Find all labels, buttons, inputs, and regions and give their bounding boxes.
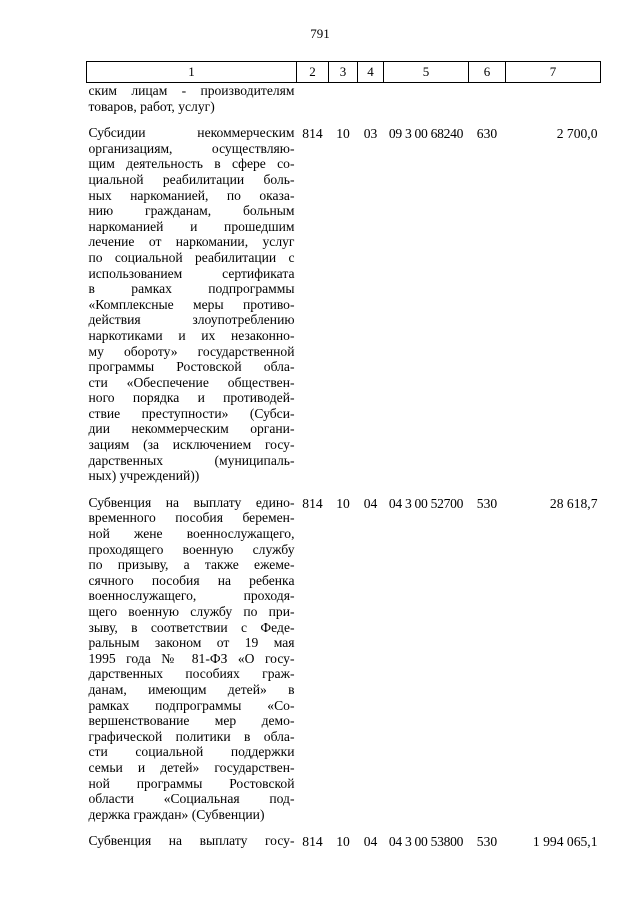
description-line: по призыву, а также ежеме-	[88, 557, 295, 573]
page-number: 791	[310, 26, 330, 41]
subsection-code: 04	[363, 834, 378, 850]
description-line: проходящего военную службу	[88, 541, 295, 557]
description-line: ного порядка и противодей-	[88, 390, 295, 406]
description-line: ной жене военнослужащего,	[88, 526, 295, 542]
description-line: наркотиками и их незаконно-	[88, 327, 295, 343]
description-line: сти социальной поддержки	[88, 744, 295, 760]
description-line: товаров, работ, услуг)	[88, 98, 215, 114]
table-row	[87, 495, 601, 822]
description-line: дарственных (муниципаль-	[88, 452, 295, 468]
description-line: щим деятельность в сфере со-	[88, 156, 295, 172]
expense-type-code: 530	[476, 834, 498, 850]
expense-type-code: 630	[476, 126, 498, 142]
column-header: 5	[384, 62, 469, 83]
column-header: 1	[87, 62, 297, 83]
description-line: рамках подпрограммы «Со-	[88, 697, 295, 713]
description-line: сячного пособия на ребенка	[88, 572, 295, 588]
amount-value	[506, 83, 601, 115]
expense-type-code: 530	[476, 495, 498, 511]
section-code: 10	[336, 495, 350, 511]
target-article-code	[384, 83, 469, 115]
description-line: дарственных пособиях граж-	[88, 666, 295, 682]
row-spacer	[87, 822, 601, 833]
admin-code	[297, 83, 329, 115]
description-line: в рамках подпрограммы	[88, 281, 295, 297]
expense-type-code	[469, 83, 506, 115]
table-header-row	[87, 62, 601, 83]
row-spacer-cell	[87, 822, 601, 833]
description-line: циальной реабилитации боль-	[88, 171, 295, 187]
description-line: Субвенция на выплату госу-	[88, 833, 295, 849]
description-line: щего военную службу по при-	[88, 604, 295, 619]
description-line: ных наркоманией, по оказа-	[88, 187, 295, 203]
row-description	[87, 83, 297, 115]
column-header: 3	[329, 62, 358, 83]
section-code: 10	[336, 834, 350, 850]
subsection-code	[358, 83, 384, 115]
row-spacer-cell	[87, 114, 601, 125]
description-line: организациям, осуществляю-	[88, 140, 295, 156]
description-line: военнослужащего, проходя-	[88, 588, 295, 604]
row-spacer	[87, 484, 601, 495]
description-line: Субвенция на выплату едино-	[88, 494, 295, 510]
amount-value: 28 618,7	[549, 495, 598, 511]
amount-value: 1 994 065,1	[532, 834, 598, 850]
row-spacer-cell	[87, 484, 601, 495]
description-line: графической политики в обла-	[88, 728, 295, 744]
description-line: дии некоммерческим органи-	[88, 421, 295, 437]
admin-code: 814	[302, 495, 323, 511]
column-header: 7	[506, 62, 601, 83]
description-line: нию гражданам, больным	[88, 203, 295, 219]
description-line: ной программы Ростовской	[88, 775, 295, 791]
description-line: области «Социальная под-	[88, 791, 295, 807]
target-article-code: 09 3 00 68240	[388, 126, 464, 142]
description-line: держка граждан» (Субвенции)	[88, 806, 265, 822]
description-line: временного пособия беремен-	[88, 510, 295, 526]
description-line: зациям (за исключением госу-	[88, 437, 295, 453]
target-article-code: 04 3 00 53800	[388, 834, 464, 850]
description-line: му обороту» государственной	[88, 343, 295, 359]
description-line: ствие преступности» (Субси-	[88, 405, 295, 421]
admin-code: 814	[302, 834, 323, 850]
description-line: Субсидии некоммерческим	[88, 125, 295, 141]
budget-table	[86, 61, 601, 850]
table-row	[87, 833, 601, 850]
row-description	[87, 833, 297, 850]
description-line: ским лицам - производителям	[88, 83, 295, 98]
description-line: по социальной реабилитации с	[88, 249, 295, 265]
admin-code: 814	[302, 126, 323, 142]
description-line: данам, имеющим детей» в	[88, 681, 295, 697]
description-line: 1995 года № 81-ФЗ «О госу-	[88, 650, 295, 666]
description-line: ных) учреждений))	[88, 468, 200, 484]
subsection-code: 04	[363, 495, 378, 511]
description-line: семьи и детей» государствен-	[88, 759, 295, 775]
description-line: лечение от наркомании, услуг	[88, 234, 295, 250]
description-line: зыву, в соответствии с Феде-	[88, 619, 295, 635]
table-row	[87, 125, 601, 484]
description-line: вершенствование мер демо-	[88, 713, 295, 729]
section-code	[329, 83, 358, 115]
subsection-code: 03	[363, 126, 378, 142]
row-description	[87, 125, 297, 484]
description-line: сти «Обеспечение обществен-	[88, 374, 295, 390]
table-row	[87, 83, 601, 115]
section-code: 10	[336, 126, 350, 142]
row-description	[87, 495, 297, 822]
description-line: наркоманией и прошедшим	[88, 218, 295, 234]
description-line: действия злоупотреблению	[88, 312, 295, 328]
column-header: 2	[297, 62, 329, 83]
column-header: 6	[469, 62, 506, 83]
description-line: ральным законом от 19 мая	[88, 635, 295, 651]
description-line: программы Ростовской обла-	[88, 359, 295, 375]
target-article-code: 04 3 00 52700	[388, 495, 464, 511]
row-spacer	[87, 114, 601, 125]
description-line: использованием сертификата	[88, 265, 295, 281]
table-body	[87, 83, 601, 850]
column-header: 4	[358, 62, 384, 83]
amount-value: 2 700,0	[556, 126, 598, 142]
description-line: «Комплексные меры противо-	[88, 296, 295, 312]
